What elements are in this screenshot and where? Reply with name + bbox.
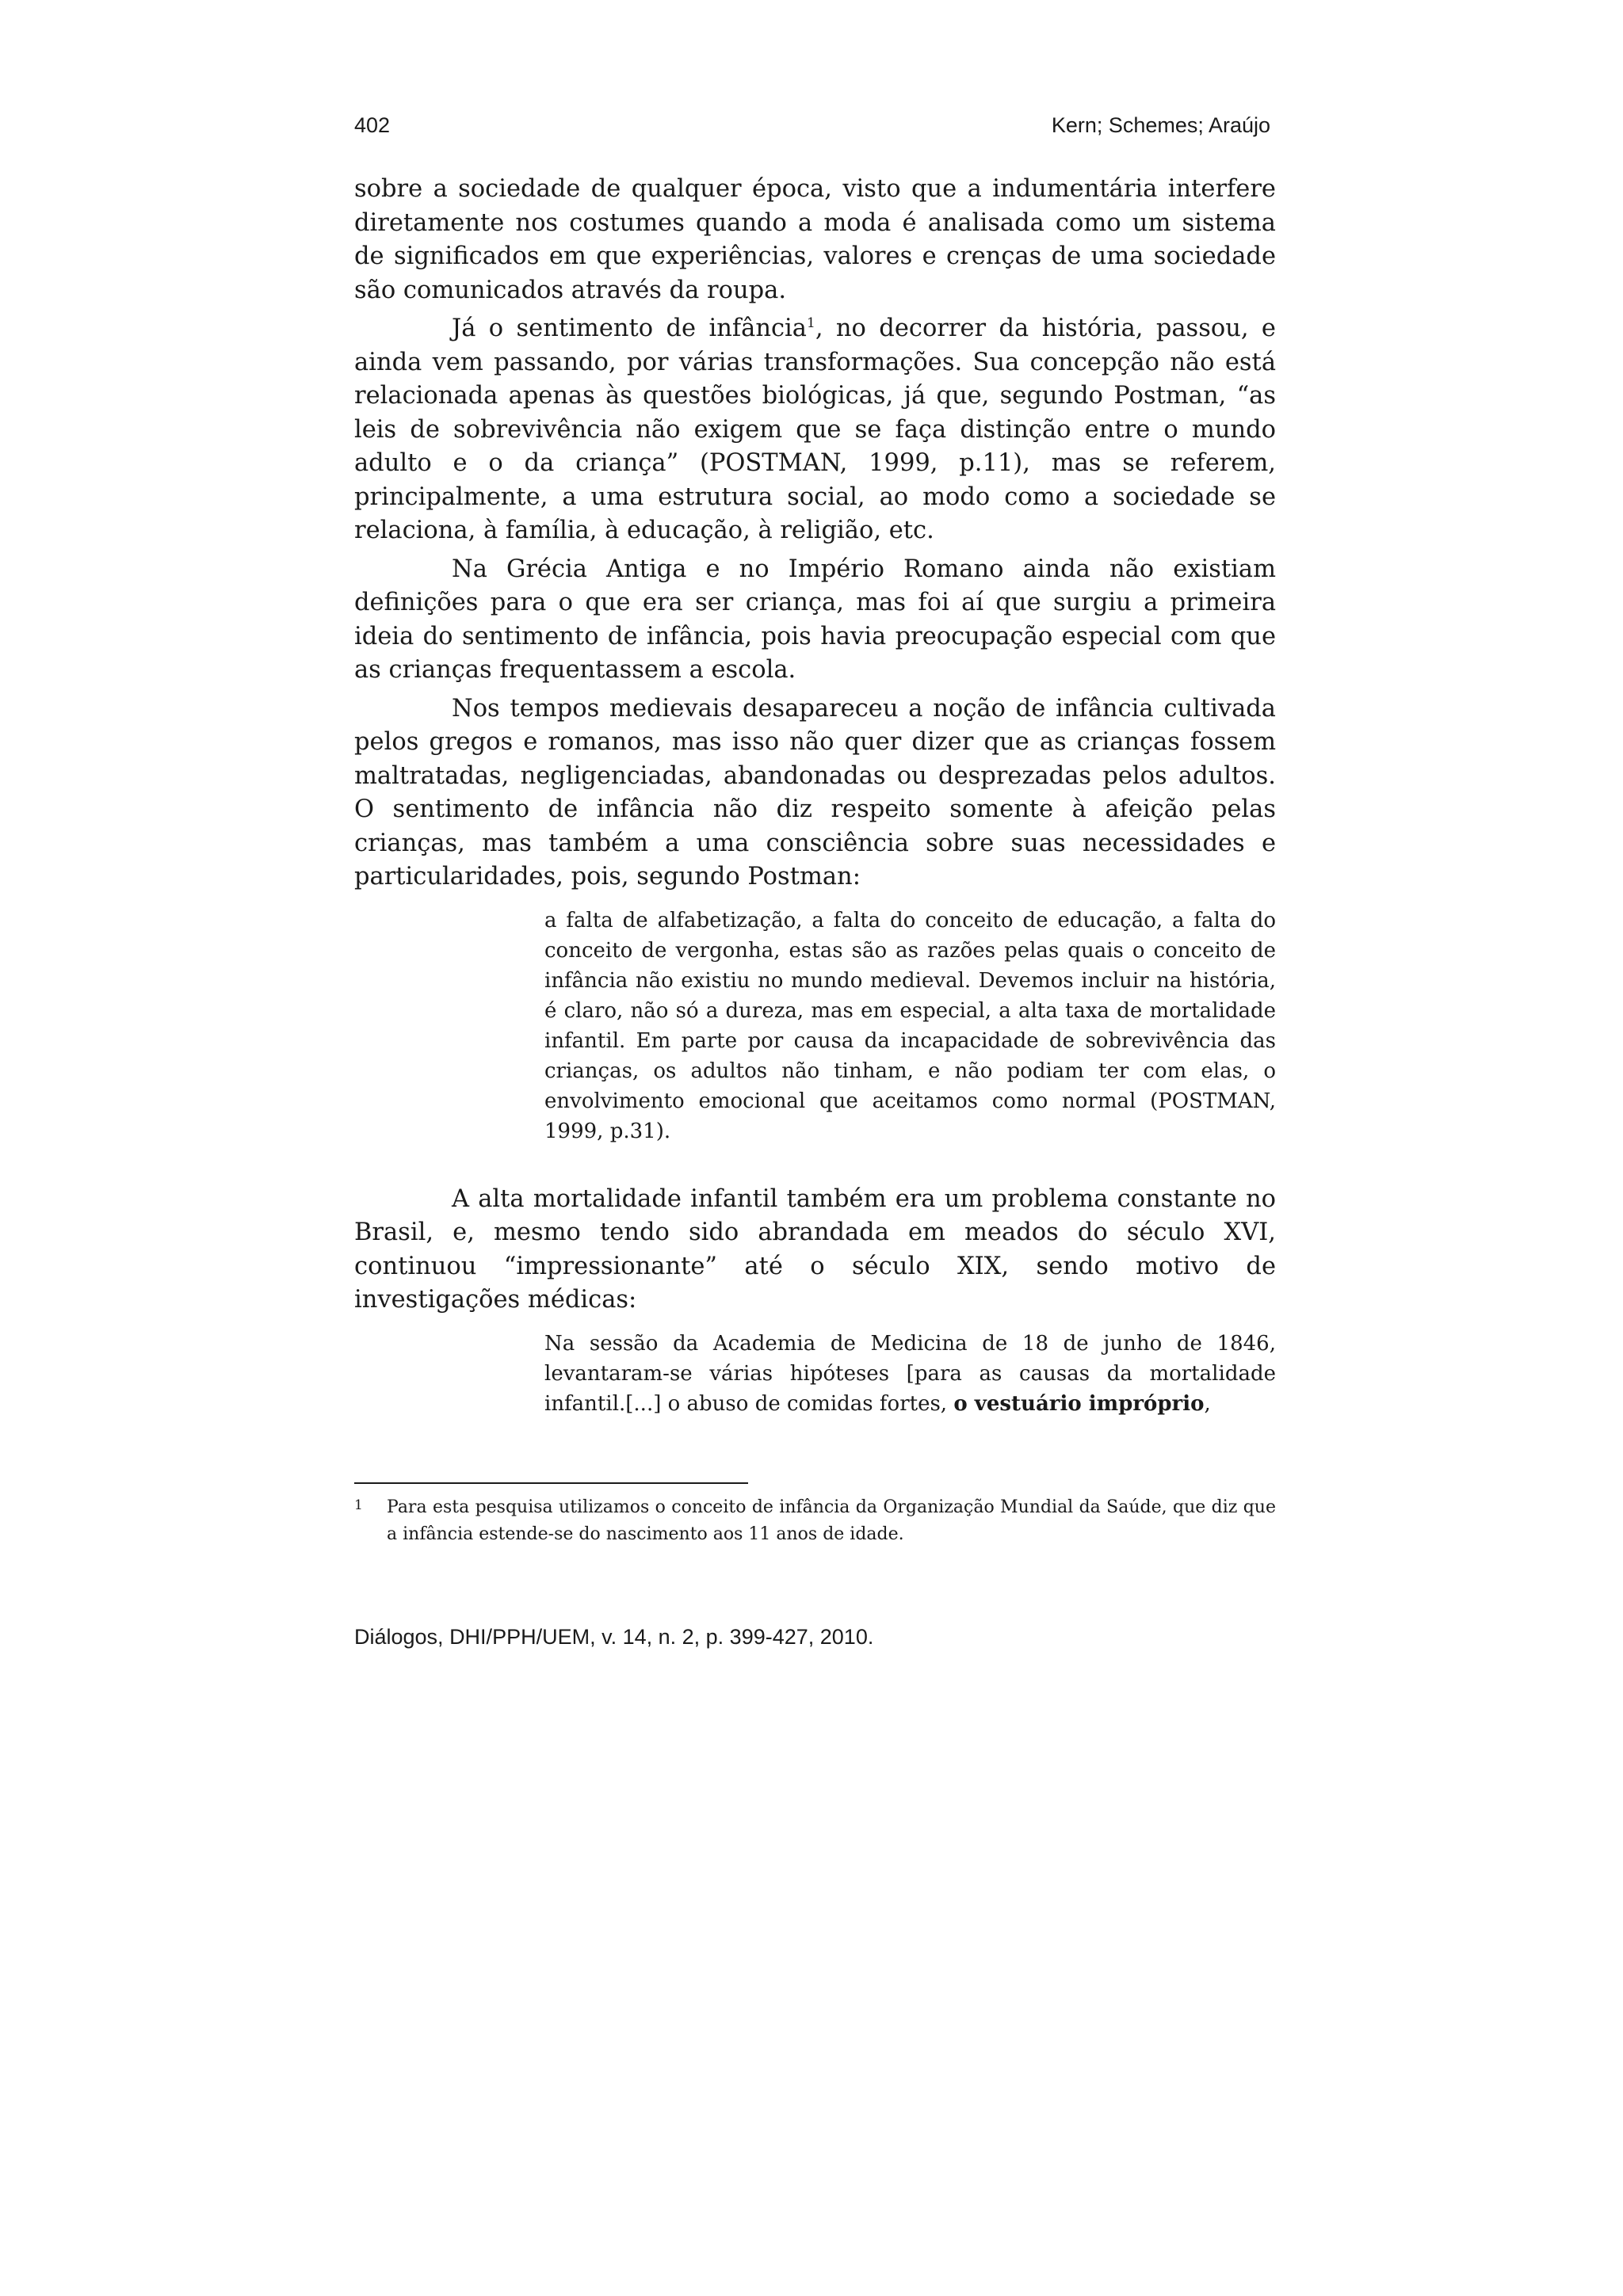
footnote	[354, 1494, 1276, 1548]
block-quote-2-end: ,	[1204, 1391, 1211, 1416]
block-quote-2-start: Na sessão da Academia de Medicina de 18 de junho de 1846, levantaram-se várias hipóteses [para as causas da mortalidade infantil.[...] o abuso de comidas fortes,	[544, 1331, 1276, 1416]
footnote-separator	[354, 1482, 748, 1484]
block-quote-2-bold: o vestuário impróprio	[953, 1391, 1205, 1416]
paragraph-3: Na Grécia Antiga e no Império Romano ainda não existiam definições para o que era ser criança, mas foi aí que surgiu a primeira ideia do sentimento de infância, pois havia preocupação especial com que as crianças frequentassem a escola.	[354, 555, 1276, 684]
block-quote-2	[544, 1329, 1276, 1419]
paragraph-1: sobre a sociedade de qualquer época, visto que a indumentária interfere diretamente nos costumes quando a moda é analisada como um sistema de significados em que experiências, valores e crenças de uma sociedade são comunicados através da roupa.	[354, 175, 1276, 304]
footnote-text: Para esta pesquisa utilizamos o conceito de infância da Organização Mundial da Saúde, que diz que a infância estende-se do nascimento aos 11 anos de idade.	[387, 1497, 1276, 1544]
paragraph-2-rest: , no decorrer da história, passou, e ainda vem passando, por várias transformações. Sua concepção não está relacionada apenas às questões biológicas, já que, segundo Postman, “as leis de sobrevivência não exigem que se faça distinção entre o mundo adulto e o da criança” (POSTMAN, 1999, p.11), mas se referem, principalmente, a uma estrutura social, ao modo como a sociedade se relaciona, à família, à educação, à religião, etc.	[354, 315, 1276, 544]
paragraph-4: Nos tempos medievais desapareceu a noção de infância cultivada pelos gregos e romanos, mas isso não quer dizer que as crianças fossem maltratadas, negligenciadas, abandonadas ou desprezadas pelos adultos. O sentimento de infância não diz respeito somente à afeição pelas crianças, mas também a uma consciência sobre suas necessidades e particularidades, pois, segundo Postman:	[354, 694, 1276, 891]
running-header	[354, 113, 1270, 138]
footnote-mark: 1	[354, 1497, 363, 1513]
journal-citation-footer: Diálogos, DHI/PPH/UEM, v. 14, n. 2, p. 399-427, 2010.	[354, 1625, 874, 1649]
header-authors: Kern; Schemes; Araújo	[1051, 113, 1270, 137]
block-quote-1: a falta de alfabetização, a falta do conceito de educação, a falta do conceito de vergonha, estas são as razões pelas quais o conceito de infância não existiu no mundo medieval. Devemos incluir na história, é claro, não só a dureza, mas em especial, a alta taxa de mortalidade infantil. Em parte por causa da incapacidade de sobrevivência das crianças, os adultos não tinham, e não podiam ter com elas, o envolvimento emocional que aceitamos como normal (POSTMAN, 1999, p.31).	[544, 908, 1276, 1143]
page-number: 402	[354, 113, 391, 137]
body-text	[354, 173, 1276, 1430]
paragraph-2-start: Já o sentimento de infância	[452, 315, 807, 342]
footnote-reference[interactable]: 1	[807, 315, 815, 331]
paragraph-5: A alta mortalidade infantil também era um problema constante no Brasil, e, mesmo tendo sido abrandada em meados do século XVI, continuou “impressionante” até o século XIX, sendo motivo de investigações médicas:	[354, 1184, 1276, 1314]
paragraph-2	[354, 312, 1276, 548]
